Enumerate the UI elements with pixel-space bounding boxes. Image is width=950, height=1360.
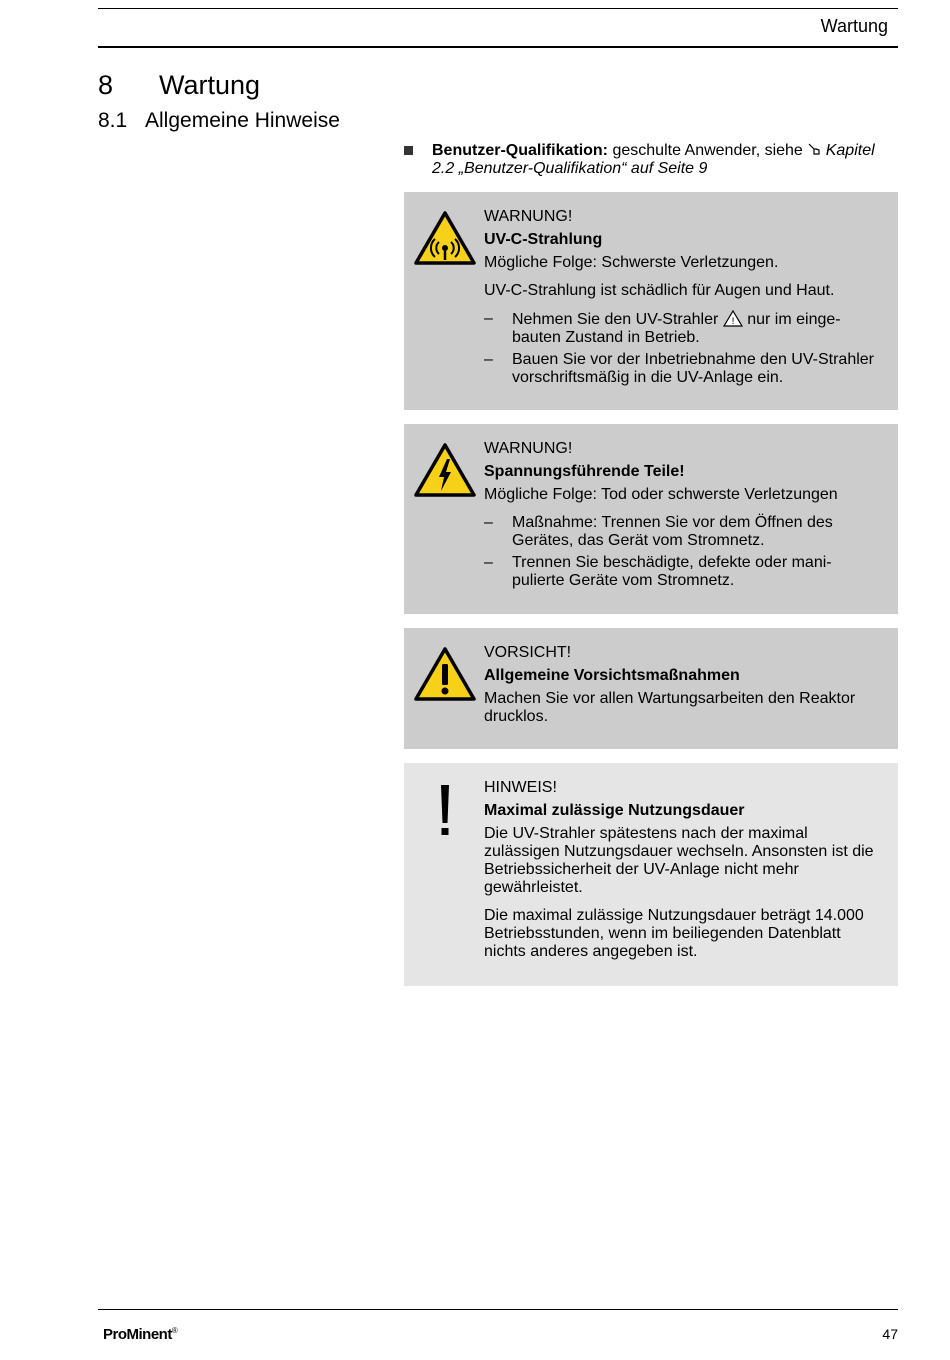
radiation-warning-icon (413, 210, 477, 266)
chapter-title: Wartung (159, 70, 261, 100)
notice-title: Spannungsführende Teile! (484, 463, 685, 480)
section-heading (98, 109, 340, 133)
qualification-label: Benutzer-Qualifikation: (432, 142, 609, 159)
section-title: Allgemeine Hinweise (145, 109, 340, 132)
warning-triangle-icon (723, 310, 743, 327)
measure-item: – Trennen Sie beschädigte, defekte oder manipulierte Geräte vom Stromnetz. (484, 554, 874, 590)
page-number: 47 (882, 1326, 898, 1342)
measure-list (484, 514, 874, 590)
consequence-text: Machen Sie vor allen Wartungsarbeiten den Reaktor drucklos. (484, 690, 856, 725)
signal-word: VORSICHT! (484, 644, 572, 661)
hint-paragraph: Die UV-Strahler spätestens nach der maximal zulässigen Nutzungsdauer wechseln. Ansonsten ist die Betriebssicherheit der UV-Anlage nicht mehr gewährleistet. (484, 825, 874, 896)
notice-note: UV-C-Strahlung ist schädlich für Augen und Haut. (484, 282, 835, 299)
caution-exclamation-icon (413, 646, 477, 702)
caution-box-general (404, 628, 898, 749)
header-top-rule (98, 8, 898, 9)
header-bottom-rule (98, 46, 898, 48)
measure-item: – Maßnahme: Trennen Sie vor dem Öffnen des Gerätes, das Gerät vom Stromnetz. (484, 514, 874, 550)
measure-text-before: Nehmen Sie den UV-Strahler (512, 311, 719, 328)
hint-paragraph: Die maximal zulässige Nutzungsdauer beträgt 14.000 Betriebsstunden, wenn im beiliegenden Datenblatt nichts anderes angegeben ist. (484, 907, 864, 960)
pointing-hand-icon (807, 142, 821, 156)
warning-box-uv-radiation (404, 192, 898, 410)
consequence-text: Mögliche Folge: Schwerste Verletzungen. (484, 254, 779, 271)
measure-list (484, 310, 874, 387)
notice-exclamation-icon (413, 783, 477, 839)
notice-title: Maximal zulässige Nutzungsdauer (484, 802, 745, 819)
measure-item (484, 310, 874, 347)
qualification-text: geschulte Anwender, siehe (612, 142, 803, 159)
logo-registered-mark: ® (171, 1326, 178, 1335)
notice-title: UV-C-Strahlung (484, 231, 603, 248)
logo-text: ProMinent (103, 1326, 172, 1343)
prominent-logo (103, 1326, 177, 1343)
section-number: 8.1 (98, 109, 128, 132)
measure-item: – Bauen Sie vor der Inbetriebnahme den UV-Strahler vorschriftsmäßig in die UV-Anlage ein. (484, 351, 874, 387)
signal-word: WARNUNG! (484, 208, 573, 225)
chapter-heading (98, 70, 260, 101)
footer-rule (98, 1309, 898, 1310)
hint-box-service-life (404, 763, 898, 986)
chapter-number: 8 (98, 70, 114, 100)
notice-title: Allgemeine Vorsichtsmaßnahmen (484, 667, 740, 684)
running-header: Wartung (820, 16, 888, 36)
measure-text-after: nur im eingebauten Zustand in Betrieb. (512, 311, 841, 346)
warning-box-live-parts (404, 424, 898, 614)
consequence-text: Mögliche Folge: Tod oder schwerste Verletzungen (484, 486, 838, 503)
svg-text:!: ! (730, 317, 735, 327)
qualification-item (404, 142, 894, 178)
chapter-reference-link[interactable]: Kapitel 2.2 „Benutzer-Qualifikation“ auf Seite 9 (432, 142, 875, 177)
high-voltage-warning-icon (413, 442, 477, 498)
square-bullet (404, 146, 413, 155)
signal-word: HINWEIS! (484, 779, 557, 796)
signal-word: WARNUNG! (484, 440, 573, 457)
